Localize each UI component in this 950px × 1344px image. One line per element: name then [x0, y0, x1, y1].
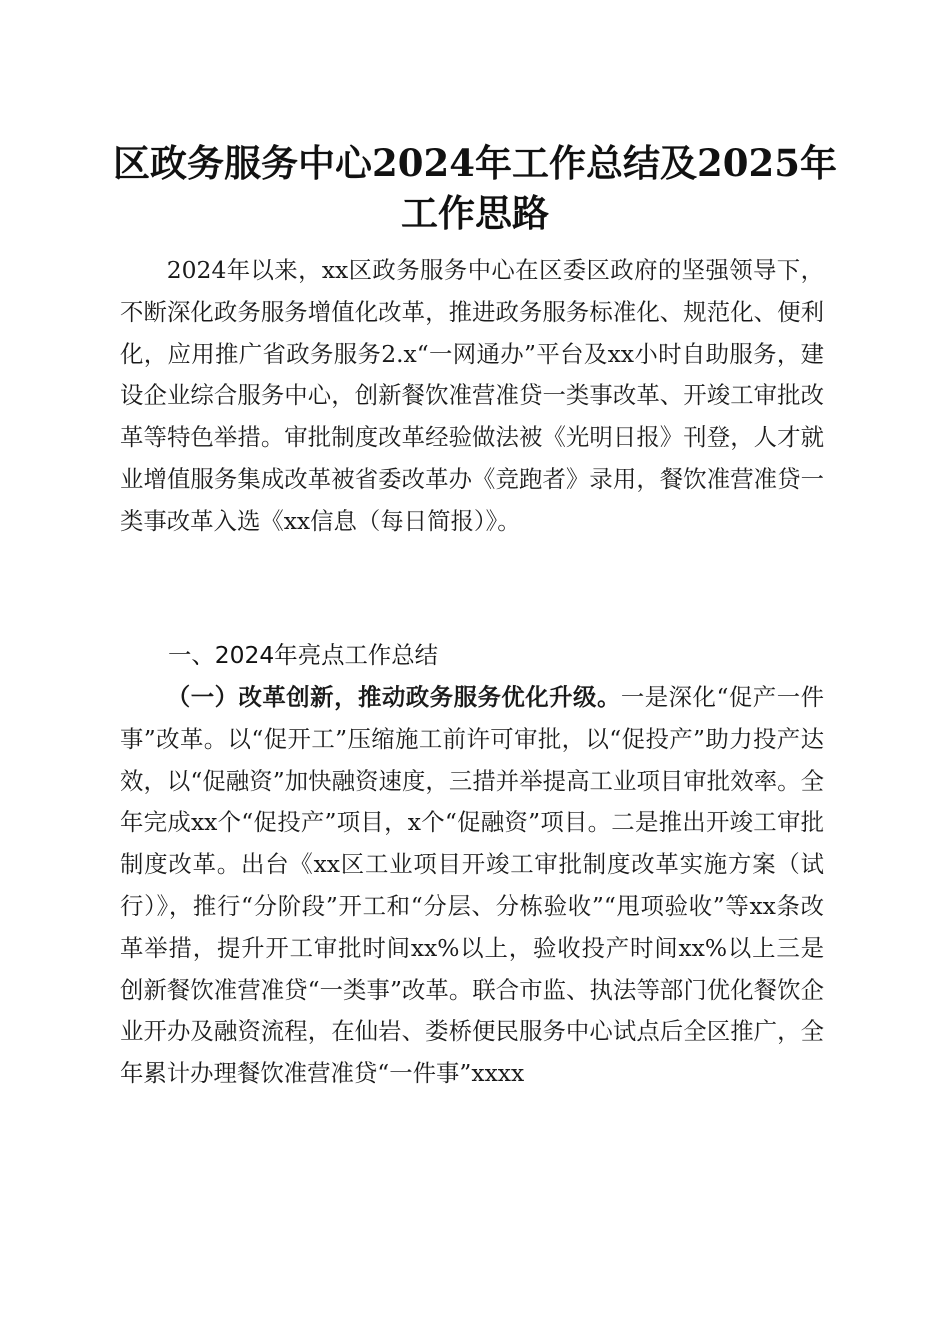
subsection-body: 一是深化“促产一件事”改革。以“促开工”压缩施工前许可审批，以“促投产”助力投产达效，以“促融资”加快融资速度，三措并举提高工业项目审批效率。全年完成xx个“促投产”项目，x个“促融资”项目。二是推出开竣工审批制度改革。出台《xx区工业项目开竣工审批制度改革实施方案（试行）》，推行“分阶段”开工和“分层、分栋验收”“甩项验收”等xx条改革举措，提升开工审批时间xx%以上，验收投产时间xx%以上三是创新餐饮准营准贷“一类事”改革。联合市监、执法等部门优化餐饮企业开办及融资流程，在仙岩、娄桥便民服务中心试点后全区推广，全年累计办理餐饮准营准贷“一件事”xxxx: [120, 683, 824, 1088]
subsection-lead: （一）改革创新，推动政务服务优化升级。: [166, 683, 621, 711]
section-heading: 一、2024年亮点工作总结: [168, 641, 439, 669]
subsection-paragraph: [120, 677, 824, 1095]
intro-paragraph: 2024年以来，xx区政务服务中心在区委区政府的坚强领导下，不断深化政务服务增值化改革，推进政务服务标准化、规范化、便利化，应用推广省政务服务2.x“一网通办”平台及xx小时自助服务，建设企业综合服务中心，创新餐饮准营准贷一类事改革、开竣工审批改革等特色举措。审批制度改革经验做法被《光明日报》刊登，人才就业增值服务集成改革被省委改革办《竞跑者》录用，餐饮准营准贷一类事改革入选《xx信息（每日简报）》。: [120, 256, 824, 535]
document-title: 区政务服务中心2024年工作总结及2025年工作思路: [113, 141, 837, 235]
